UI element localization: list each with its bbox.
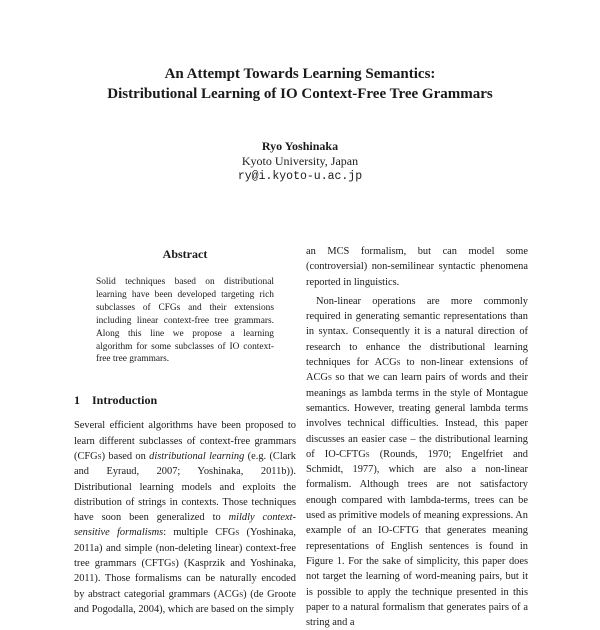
abstract-text: Solid techniques based on distributional learning have been developed targeting rich subclasses of CFGs and their extensions including linear context-free tree grammars. Along this line we propose a learning algorithm for some subclasses of IO context-free tree grammars. (96, 277, 274, 365)
title-line-2: Distributional Learning of IO Context-Free Tree Grammars (107, 86, 493, 102)
author-affiliation: Kyoto University, Japan (241, 154, 359, 168)
section-number: 1 (74, 393, 80, 408)
author-name: Ryo Yoshinaka (261, 139, 339, 153)
title-line-1: An Attempt Towards Learning Semantics: (164, 66, 436, 82)
abstract-heading: Abstract (162, 247, 208, 261)
author-email: ry@i.kyoto-u.ac.jp (237, 170, 363, 183)
paper-title (0, 64, 600, 104)
section-title: Introduction (92, 393, 158, 408)
intro-paragraph: Several efficient algorithms have been proposed to learn different subclasses of context-free grammars (CFGs) based on distributional learning (e.g. (Clark and Eyraud, 2007; Yoshinaka, 2011b)). Distributional learning models and exploits the distribution of strings in contexts. Those techniques have soon been generalized to mildly context-sensitive formalisms: multiple CFGs (Yoshinaka, 2011a) and simple (non-deleting linear) context-free tree grammars (CFTGs) (Kasprzik and Yoshinaka, 2011). Those formalisms can be naturally encoded by abstract categorial grammars (ACGs) (de Groote and Pogodalla, 2004), which are based on the simply (74, 420, 297, 615)
right-column (306, 244, 528, 630)
left-column (74, 246, 296, 617)
author-block (0, 139, 600, 184)
right-paragraph-1: an MCS formalism, but can model some (controversial) non-semilinear syntactic phenomena reported in linguistics. (306, 246, 529, 288)
right-paragraph-2: Non-linear operations are more commonly required in generating semantic representations than in syntax. Consequently it is a natural direction of research to enhance the distributional learning techniques for ACGs to non-linear extensions of ACGs so that we can learn pairs of words and their meanings as lambda terms in the style of Montague semantics. However, treating general lambda terms involves technical difficulties. Instead, this paper discusses an easier case – the distributional learning of IO-CFTGs (Rounds, 1970; Engelfriet and Schmidt, 1977), which are also a non-linear formalism. Although trees are not satisfactory enough compared with lambda-terms, trees can be used as primitive models of meaning expressions. An example of an IO-CFTG that generates meaning representations of English sentences is found in Figure 1. For the sake of simplicity, this paper does not target the learning of word-meaning pairs, but it is possible to apply the technique presented in this paper to a natural formalism that generates pairs of a string and a (306, 295, 528, 629)
section-heading-introduction (74, 392, 296, 408)
